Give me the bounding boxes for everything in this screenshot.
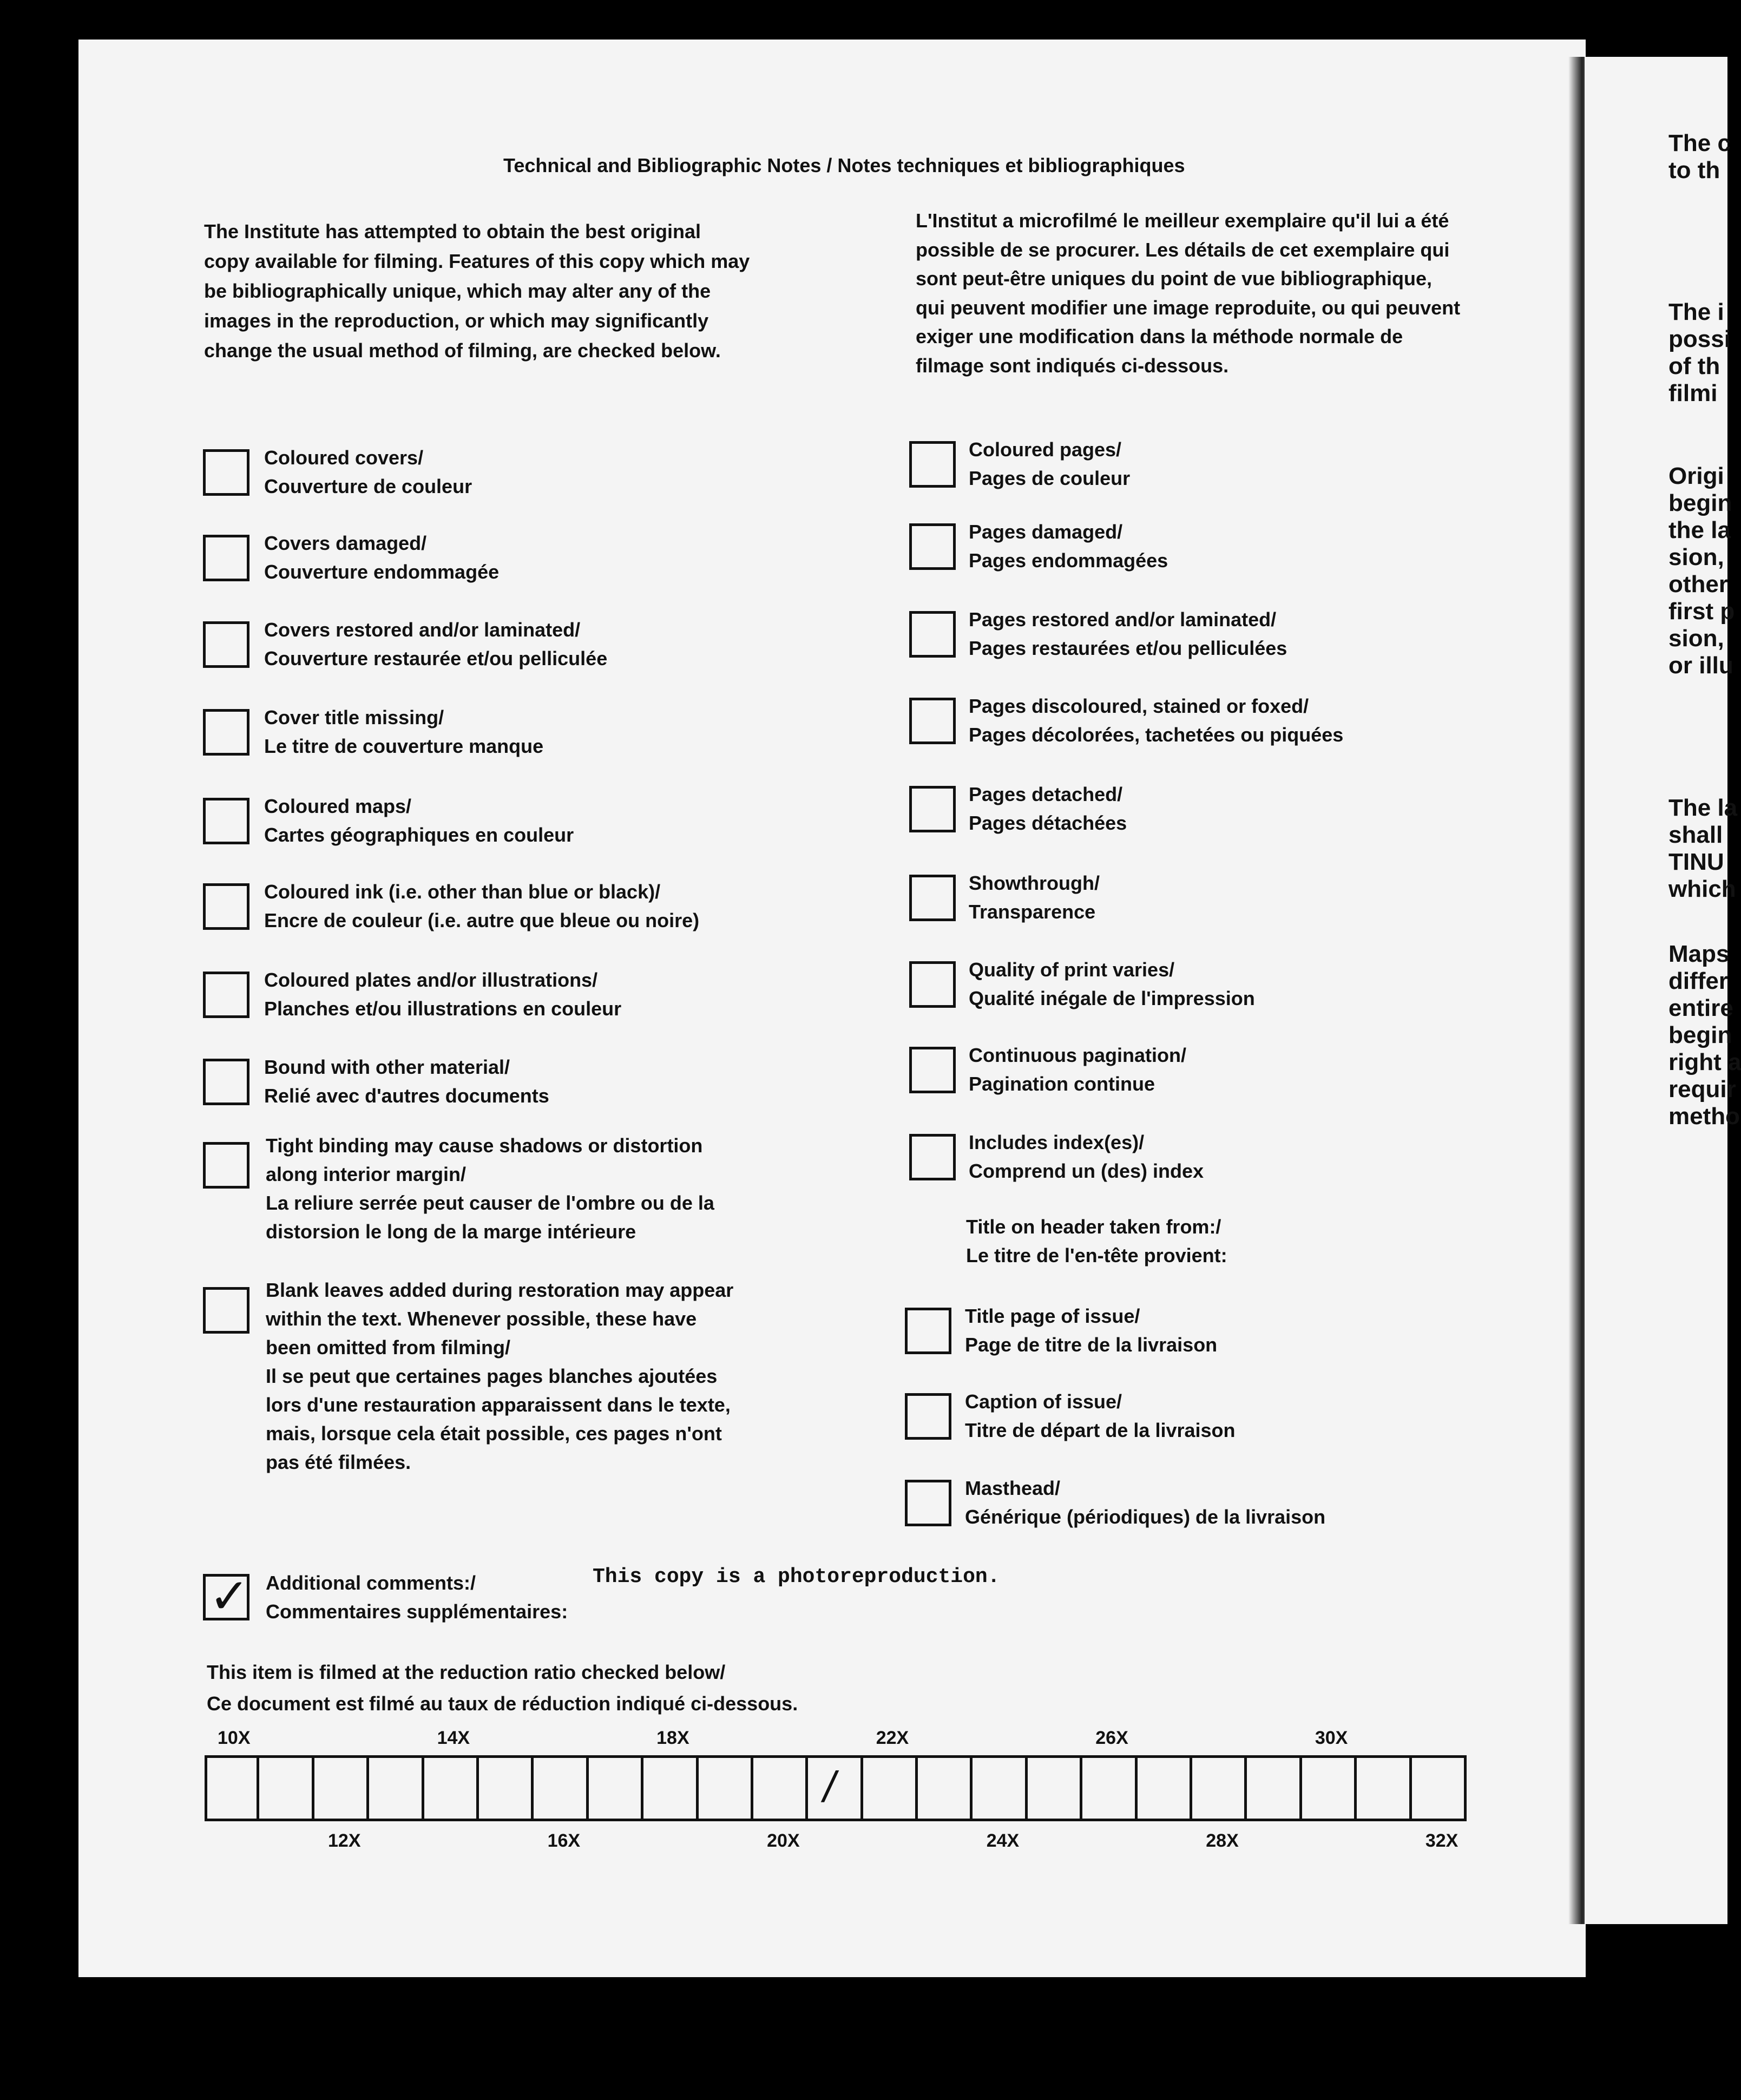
reduction-label-bottom: 20X xyxy=(767,1830,800,1851)
left-item-label xyxy=(264,443,472,501)
blank-leaves-line: within the text. Whenever possible, these have xyxy=(266,1308,697,1330)
reduction-check-mark: / xyxy=(823,1763,836,1811)
reduction-cell[interactable] xyxy=(863,1755,918,1821)
adjacent-page-line: differ xyxy=(1668,968,1728,994)
right-item-checkbox[interactable] xyxy=(909,961,956,1008)
reduction-cell[interactable] xyxy=(1082,1755,1137,1821)
reduction-label-bottom: 12X xyxy=(328,1830,361,1851)
left-item-label-fr: Planches et/ou illustrations en couleur xyxy=(264,997,622,1020)
intro-french: L'Institut a microfilmé le meilleur exemplaire qu'il lui a été possible de se procurer. Les détails de cet exemplaire qui sont peut-être uniques du point de vue bibliographique, qui peuvent modifier une image reproduite, ou qui peuvent exiger une modification dans la méthode normale de filmage sont indiqués ci-dessous. xyxy=(916,209,1461,377)
adjacent-page-line: The c xyxy=(1668,130,1731,156)
right-item-label xyxy=(969,1041,1186,1098)
right-item-label xyxy=(969,435,1130,493)
right-item-label xyxy=(969,692,1343,749)
additional-comments-en: Additional comments:/ xyxy=(266,1572,476,1594)
tight-binding-line: distorsion le long de la marge intérieure xyxy=(266,1220,636,1243)
reduction-cell[interactable] xyxy=(314,1755,369,1821)
left-item-label-en: Coloured ink (i.e. other than blue or black)/ xyxy=(264,881,661,903)
issue-item-label-en: Caption of issue/ xyxy=(965,1390,1122,1413)
right-item-label xyxy=(969,780,1127,837)
right-item-label-en: Pages restored and/or laminated/ xyxy=(969,608,1277,631)
left-item-label-en: Bound with other material/ xyxy=(264,1056,510,1078)
tight-binding-text xyxy=(266,1131,714,1246)
right-item-label-fr: Pages de couleur xyxy=(969,467,1131,489)
left-item-checkbox[interactable] xyxy=(203,883,249,930)
reduction-label-top: 22X xyxy=(876,1728,909,1748)
right-item-label xyxy=(969,517,1168,575)
reduction-label-bottom: 28X xyxy=(1206,1830,1239,1851)
adjacent-page-line: sion, xyxy=(1668,544,1724,570)
adjacent-page-line: to th xyxy=(1668,157,1720,183)
adjacent-page-line: or illu xyxy=(1668,652,1733,679)
adjacent-page-line: The la xyxy=(1668,795,1738,821)
issue-item-checkbox[interactable] xyxy=(905,1308,951,1354)
reduction-label-top: 18X xyxy=(656,1728,689,1748)
reduction-ratio-text xyxy=(207,1657,798,1720)
adjacent-page-line: which xyxy=(1668,876,1736,902)
blank-leaves-line: lors d'une restauration apparaissent dans le texte, xyxy=(266,1394,731,1416)
reduction-cell[interactable] xyxy=(1302,1755,1357,1821)
adjacent-page-line: possi xyxy=(1668,326,1731,352)
right-item-checkbox[interactable] xyxy=(909,611,956,658)
right-item-label-en: Pages detached/ xyxy=(969,783,1123,805)
adjacent-page-line: first p xyxy=(1668,598,1735,625)
adjacent-page-line: entire xyxy=(1668,995,1733,1021)
reduction-label-top: 14X xyxy=(437,1728,470,1748)
blank-leaves-line: Blank leaves added during restoration may appear xyxy=(266,1279,734,1301)
adjacent-page-line: of th xyxy=(1668,353,1720,379)
right-item-label-fr: Pages endommagées xyxy=(969,549,1168,572)
adjacent-page-line: metho xyxy=(1668,1103,1740,1130)
right-item-label xyxy=(969,1128,1204,1185)
right-item-label-en: Continuous pagination/ xyxy=(969,1044,1186,1066)
left-item-label-fr: Le titre de couverture manque xyxy=(264,735,544,757)
left-item-checkbox[interactable] xyxy=(203,621,249,668)
left-item-label-fr: Relié avec d'autres documents xyxy=(264,1085,549,1107)
header-title-fr: Le titre de l'en-tête provient: xyxy=(966,1244,1227,1266)
right-item-checkbox[interactable] xyxy=(909,441,956,488)
right-item-label xyxy=(969,955,1255,1013)
issue-item-label-en: Title page of issue/ xyxy=(965,1305,1140,1327)
right-item-label-en: Coloured pages/ xyxy=(969,438,1122,461)
reduction-cell[interactable] xyxy=(1192,1755,1247,1821)
adjacent-page-line: Maps xyxy=(1668,941,1730,967)
left-item-label xyxy=(264,615,607,673)
blank-leaves-line: pas été filmées. xyxy=(266,1451,411,1473)
right-item-checkbox[interactable] xyxy=(909,698,956,744)
right-item-label-fr: Pages décolorées, tachetées ou piquées xyxy=(969,724,1344,746)
right-item-label-fr: Pagination continue xyxy=(969,1073,1155,1095)
reduction-cell[interactable] xyxy=(699,1755,753,1821)
left-item-checkbox[interactable] xyxy=(203,972,249,1018)
reduction-ratio-fr: Ce document est filmé au taux de réduction indiqué ci-dessous. xyxy=(207,1692,798,1715)
adjacent-page-line: requir xyxy=(1668,1076,1736,1102)
additional-comments-checkbox[interactable] xyxy=(203,1570,250,1624)
additional-comment-value: This copy is a photoreproduction. xyxy=(593,1565,1000,1589)
right-item-label-fr: Pages restaurées et/ou pelliculées xyxy=(969,637,1287,659)
right-item-checkbox[interactable] xyxy=(909,1134,956,1180)
adjacent-page-line: begin xyxy=(1668,490,1732,516)
issue-item-label-fr: Générique (périodiques) de la livraison xyxy=(965,1506,1326,1528)
tight-binding-line: La reliure serrée peut causer de l'ombre ou de la xyxy=(266,1192,714,1214)
right-item-checkbox[interactable] xyxy=(909,1047,956,1093)
header-title-en: Title on header taken from:/ xyxy=(966,1216,1221,1238)
adjacent-page-line: shall xyxy=(1668,822,1723,848)
left-item-label xyxy=(264,792,574,849)
adjacent-page-line: filmi xyxy=(1668,380,1718,406)
left-item-label xyxy=(264,966,621,1023)
reduction-ratio-en: This item is filmed at the reduction ratio checked below/ xyxy=(207,1661,726,1683)
issue-item-label xyxy=(965,1302,1217,1359)
left-item-label-en: Coloured covers/ xyxy=(264,447,424,469)
reduction-cell[interactable] xyxy=(205,1755,259,1821)
right-item-label-en: Quality of print varies/ xyxy=(969,959,1175,981)
left-item-label-en: Covers damaged/ xyxy=(264,532,427,554)
adjacent-page-line: TINU xyxy=(1668,849,1724,875)
reduction-cell[interactable] xyxy=(1138,1755,1192,1821)
right-item-label-en: Showthrough/ xyxy=(969,872,1100,894)
reduction-cell[interactable] xyxy=(1357,1755,1411,1821)
right-item-label-fr: Pages détachées xyxy=(969,812,1127,834)
adjacent-page-line: The i xyxy=(1668,299,1724,325)
right-item-label-fr: Transparence xyxy=(969,901,1096,923)
right-item-checkbox[interactable] xyxy=(909,523,956,570)
left-item-label-en: Covers restored and/or laminated/ xyxy=(264,619,581,641)
reduction-cell[interactable] xyxy=(369,1755,424,1821)
left-item-label-en: Coloured plates and/or illustrations/ xyxy=(264,969,598,991)
page-title: Technical and Bibliographic Notes / Notes techniques et bibliographiques xyxy=(503,154,1185,176)
issue-item-label-fr: Titre de départ de la livraison xyxy=(965,1419,1236,1441)
left-item-label-fr: Encre de couleur (i.e. autre que bleue ou noire) xyxy=(264,909,700,931)
right-item-label-fr: Comprend un (des) index xyxy=(969,1160,1204,1182)
tight-binding-checkbox[interactable] xyxy=(203,1142,249,1189)
adjacent-page-line: sion, xyxy=(1668,625,1724,652)
reduction-cell[interactable] xyxy=(259,1755,314,1821)
adjacent-page-line: begin xyxy=(1668,1022,1732,1048)
right-item-label-en: Pages discoloured, stained or foxed/ xyxy=(969,695,1309,717)
issue-item-checkbox[interactable] xyxy=(905,1393,951,1440)
reduction-cell[interactable] xyxy=(1028,1755,1082,1821)
header-title-text xyxy=(966,1212,1227,1270)
reduction-cell[interactable] xyxy=(643,1755,698,1821)
tight-binding-line: Tight binding may cause shadows or distortion xyxy=(266,1134,703,1157)
reduction-cell[interactable] xyxy=(424,1755,479,1821)
blank-leaves-checkbox[interactable] xyxy=(203,1287,249,1334)
left-item-checkbox[interactable] xyxy=(203,798,249,844)
reduction-cell[interactable] xyxy=(1247,1755,1302,1821)
intro-english: The Institute has attempted to obtain the best original copy available for filming. Features of this copy which may be bibliographically unique, which may alter any of the images in the reproduction, or which may significantly change the usual method of filming, are checked below. xyxy=(204,220,750,362)
reduction-label-top: 26X xyxy=(1095,1728,1128,1748)
check-mark-icon: ✓ xyxy=(209,1570,250,1624)
left-item-label xyxy=(264,529,499,586)
left-item-label-fr: Couverture de couleur xyxy=(264,475,472,497)
left-item-label-fr: Cartes géographiques en couleur xyxy=(264,824,574,846)
reduction-label-bottom: 16X xyxy=(547,1830,581,1851)
left-item-checkbox[interactable] xyxy=(203,709,249,756)
right-item-label xyxy=(969,605,1287,662)
left-item-label-fr: Couverture endommagée xyxy=(264,561,500,583)
left-item-label xyxy=(264,877,699,935)
left-item-label-en: Cover title missing/ xyxy=(264,706,444,729)
left-item-checkbox[interactable] xyxy=(203,1059,249,1105)
reduction-label-bottom: 32X xyxy=(1425,1830,1459,1851)
blank-leaves-line: Il se peut que certaines pages blanches ajoutées xyxy=(266,1365,718,1387)
reduction-cell[interactable] xyxy=(973,1755,1027,1821)
blank-leaves-line: mais, lorsque cela était possible, ces pages n'ont xyxy=(266,1422,722,1445)
right-item-label-en: Pages damaged/ xyxy=(969,521,1123,543)
left-item-label xyxy=(264,1053,549,1110)
issue-item-label-fr: Page de titre de la livraison xyxy=(965,1334,1218,1356)
reduction-cell[interactable] xyxy=(534,1755,588,1821)
reduction-cell[interactable] xyxy=(918,1755,973,1821)
left-item-label-fr: Couverture restaurée et/ou pelliculée xyxy=(264,647,608,670)
issue-item-checkbox[interactable] xyxy=(905,1480,951,1526)
reduction-label-top: 10X xyxy=(218,1728,251,1748)
reduction-label-bottom: 24X xyxy=(986,1830,1020,1851)
issue-item-label-en: Masthead/ xyxy=(965,1477,1061,1499)
adjacent-page-line: the la xyxy=(1668,517,1731,543)
issue-item-label xyxy=(965,1387,1236,1445)
right-item-checkbox[interactable] xyxy=(909,875,956,921)
left-item-label-en: Coloured maps/ xyxy=(264,795,412,817)
left-item-label xyxy=(264,703,543,760)
reduction-cell[interactable] xyxy=(479,1755,534,1821)
reduction-cell[interactable] xyxy=(589,1755,643,1821)
tight-binding-line: along interior margin/ xyxy=(266,1163,467,1185)
right-item-label-en: Includes index(es)/ xyxy=(969,1131,1145,1153)
issue-item-label xyxy=(965,1474,1325,1531)
blank-leaves-line: been omitted from filming/ xyxy=(266,1336,511,1359)
left-item-checkbox[interactable] xyxy=(203,449,249,496)
right-item-label-fr: Qualité inégale de l'impression xyxy=(969,987,1255,1009)
left-item-checkbox[interactable] xyxy=(203,535,249,581)
right-item-label xyxy=(969,869,1100,926)
additional-comments-label xyxy=(266,1569,568,1626)
adjacent-page-line: other xyxy=(1668,571,1728,598)
reduction-label-top: 30X xyxy=(1315,1728,1348,1748)
right-item-checkbox[interactable] xyxy=(909,786,956,832)
adjacent-page-line: right a xyxy=(1668,1049,1741,1075)
blank-leaves-text xyxy=(266,1276,733,1476)
reduction-cell[interactable] xyxy=(753,1755,808,1821)
additional-comments-fr: Commentaires supplémentaires: xyxy=(266,1600,568,1623)
adjacent-page-line: Origi xyxy=(1668,463,1724,489)
